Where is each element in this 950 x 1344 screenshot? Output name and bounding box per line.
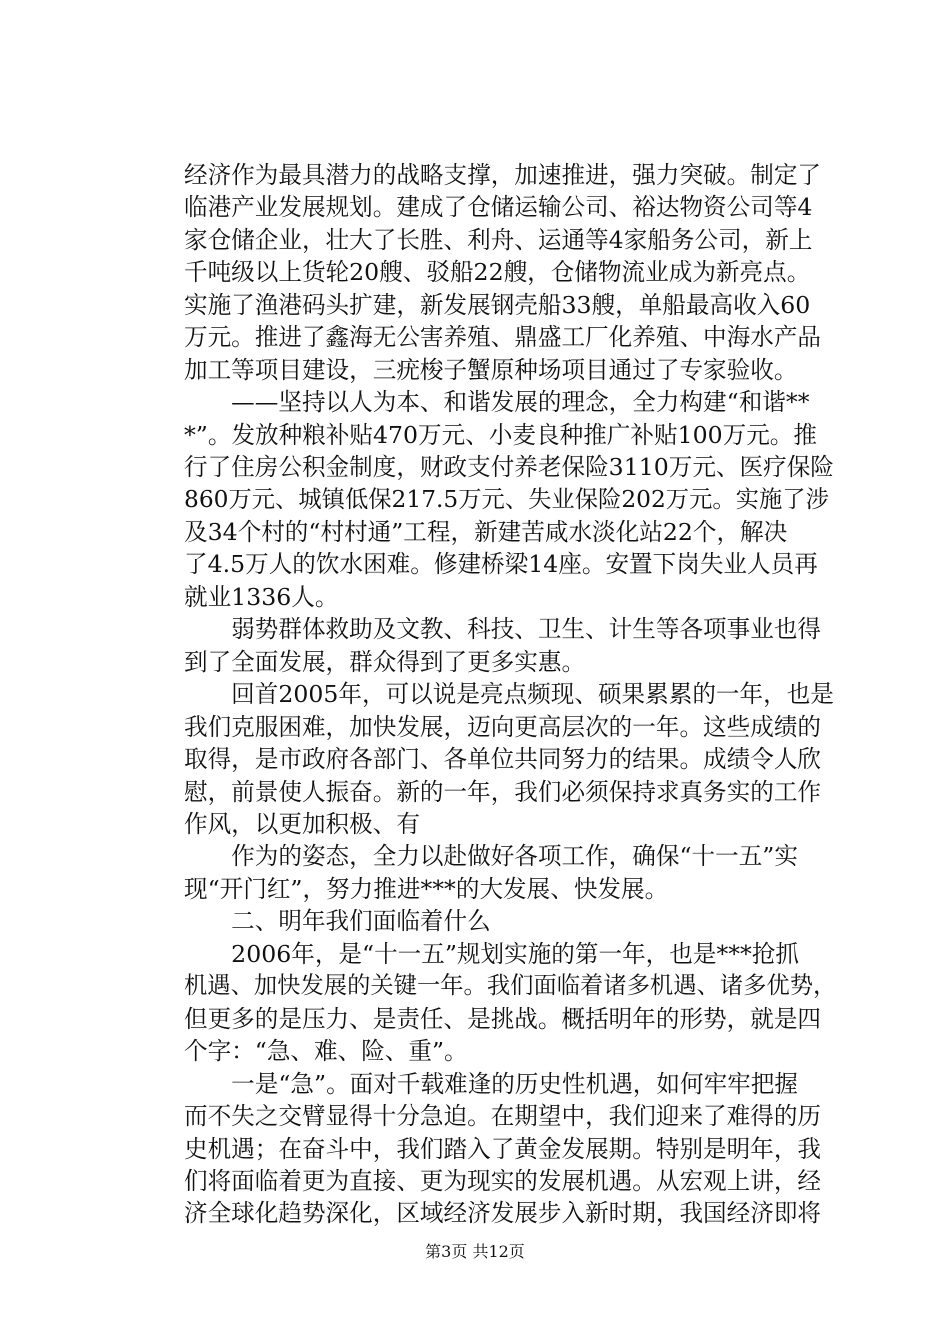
body-line: 2006年，是“十一五”规划实施的第一年，也是***抢抓 [184,939,800,968]
body-line: 取得，是市政府各部门、各单位共同努力的结果。成绩令人欣 [184,745,822,774]
body-line: *”。发放种粮补贴470万元、小麦良种推广补贴100万元。推 [184,420,817,449]
body-line: 但更多的是压力、是责任、是挑战。概括明年的形势，就是四 [184,1004,822,1033]
body-line: 万元。推进了鑫海无公害养殖、鼎盛工厂化养殖、中海水产品 [184,323,822,352]
body-line: 了4.5万人的饮水困难。修建桥梁14座。安置下岗失业人员再 [184,550,818,579]
page-footer: 第3页 共12页 [425,1242,525,1261]
body-line: 实施了渔港码头扩建，新发展钢壳船33艘，单船最高收入60 [184,290,811,319]
body-line: 作风，以更加积极、有 [184,810,420,838]
body-line: 机遇、加快发展的关键一年。我们面临着诸多机遇、诸多优势， [184,972,837,1000]
body-line: 们将面临着更为直接、更为现实的发展机遇。从宏观上讲，经 [184,1166,822,1195]
body-line: 临港产业发展规划。建成了仓储运输公司、裕达物资公司等4 [184,193,813,222]
body-line: 860万元、城镇低保217.5万元、失业保险202万元。实施了涉 [184,485,829,513]
body-line: 二、明年我们面临着什么 [184,907,491,936]
body-line: 一是“急”。面对千载难逢的历史性机遇，如何牢牢把握 [184,1069,798,1098]
body-line: 回首2005年，可以说是亮点频现、硕果累累的一年，也是 [184,680,834,709]
body-line: 而不失之交臂显得十分急迫。在期望中，我们迎来了难得的历 [184,1102,822,1131]
body-line: 及34个村的“村村通”工程，新建苦咸水淡化站22个，解决 [184,517,788,546]
body-line: 史机遇；在奋斗中，我们踏入了黄金发展期。特别是明年，我 [184,1134,822,1163]
body-line: 行了住房公积金制度，财政支付养老保险3110万元、医疗保险 [184,453,834,482]
body-line: 慰，前景使人振奋。新的一年，我们必须保持求真务实的工作 [184,777,822,806]
body-line: 到了全面发展，群众得到了更多实惠。 [184,647,586,676]
body-line: 就业1336人。 [184,582,339,611]
body-line: 加工等项目建设，三疣梭子蟹原种场项目通过了专家验收。 [184,355,798,384]
body-line: 千吨级以上货轮20艘、驳船22艘，仓储物流业成为新亮点。 [184,258,811,287]
body-line: 我们克服困难，加快发展，迈向更高层次的一年。这些成绩的 [184,712,822,741]
body-line: 家仓储企业，壮大了长胜、利舟、运通等4家船务公司，新上 [184,225,813,254]
body-line: 作为的姿态，全力以赴做好各项工作，确保“十一五”实 [184,842,798,871]
body-line: 济全球化趋势深化，区域经济发展步入新时期，我国经济即将 [184,1199,822,1228]
body-line: 弱势群体救助及文教、科技、卫生、计生等各项事业也得 [184,615,822,644]
body-line: 经济作为最具潜力的战略支撑，加速推进，强力突破。制定了 [184,161,822,189]
body-line: 现“开门红”，努力推进***的大发展、快发展。 [184,874,669,903]
body-line: 个字：“急、难、险、重”。 [184,1037,468,1066]
body-line: ——坚持以人为本、和谐发展的理念，全力构建“和谐** [184,388,810,417]
